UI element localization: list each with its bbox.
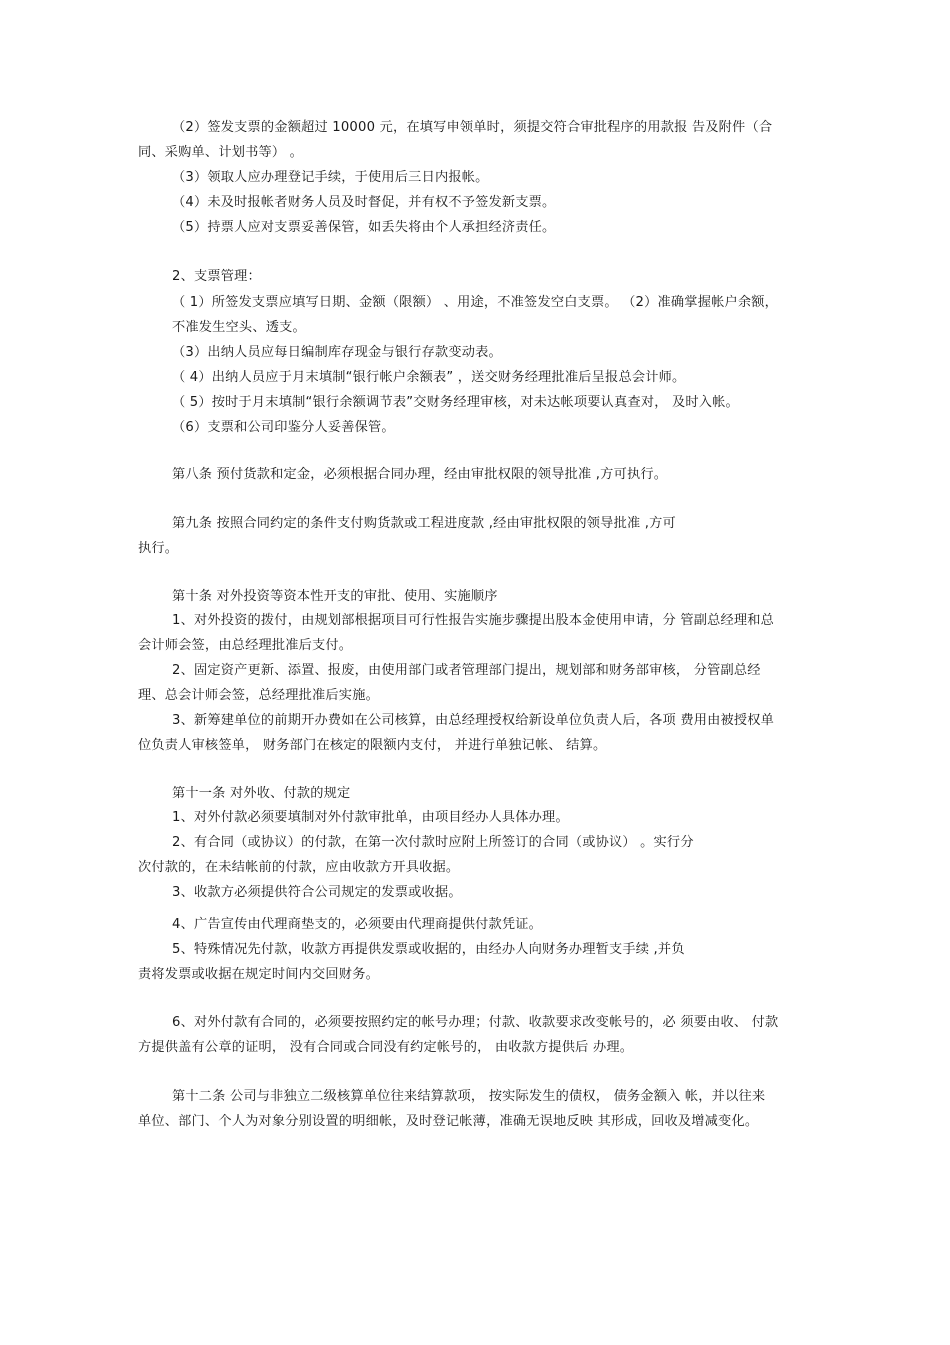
text-line: （5）持票人应对支票妥善保管，如丢失将由个人承担经济责任。 xyxy=(172,220,556,235)
article-8: 第八条 预付货款和定金，必须根据合同办理，经由审批权限的领导批准 ,方可执行。 xyxy=(172,467,668,482)
text-line: 责将发票或收据在规定时间内交回财务。 xyxy=(138,967,379,982)
text-line: 3、收款方必须提供符合公司规定的发票或收据。 xyxy=(172,885,462,900)
text-line: 单位、部门、个人为对象分别设置的明细帐，及时登记帐薄，准确无误地反映 其形成，回收及增减变化。 xyxy=(138,1114,759,1129)
text-line: 方提供盖有公章的证明， 没有合同或合同没有约定帐号的， 由收款方提供后 办理。 xyxy=(138,1040,634,1055)
text-line: 会计师会签，由总经理批准后支付。 xyxy=(138,638,353,653)
text-line: （3）领取人应办理登记手续，于使用后三日内报帐。 xyxy=(172,170,489,185)
text-line: 2、固定资产更新、添置、报废，由使用部门或者管理部门提出，规划部和财务部审核， 分管副总经 xyxy=(172,663,761,678)
text-line: 次付款的，在未结帐前的付款，应由收款方开具收据。 xyxy=(138,860,460,875)
text-line: 2、有合同（或协议）的付款，在第一次付款时应附上所签订的合同（或协议） 。实行分 xyxy=(172,835,694,850)
text-line: （2）签发支票的金额超过 10000 元，在填写申领单时，须提交符合审批程序的用款报 告及附件（合 xyxy=(172,120,773,135)
article-12: 第十二条 公司与非独立二级核算单位往来结算款项， 按实际发生的债权， 债务金额入 帐，并以往来 xyxy=(172,1089,766,1104)
text-line: 3、新筹建单位的前期开办费如在公司核算，由总经理授权给新设单位负责人后，各项 费用由被授权单 xyxy=(172,713,775,728)
text-line: （ 1）所签发支票应填写日期、金额（限额） 、用途，不准签发空白支票。 （2）准确掌握帐户余额， xyxy=(172,295,779,310)
text-line: 理、总会计师会签，总经理批准后实施。 xyxy=(138,688,379,703)
text-line: 6、对外付款有合同的，必须要按照约定的帐号办理；付款、收款要求改变帐号的，必 须要由收、 付款 xyxy=(172,1015,779,1030)
text-line: （ 4）出纳人员应于月末填制“银行帐户余额表” ，送交财务经理批准后呈报总会计师。 xyxy=(172,370,686,385)
text-line: 位负责人审核签单， 财务部门在核定的限额内支付， 并进行单独记帐、 结算。 xyxy=(138,738,607,753)
text-line: 不准发生空头、透支。 xyxy=(172,320,306,335)
article-11-heading: 第十一条 对外收、付款的规定 xyxy=(172,786,351,801)
text-line: 4、广告宣传由代理商垫支的，必须要由代理商提供付款凭证。 xyxy=(172,917,543,932)
text-line: （6）支票和公司印鉴分人妥善保管。 xyxy=(172,420,395,435)
text-line: 1、对外付款必须要填制对外付款审批单，由项目经办人具体办理。 xyxy=(172,810,569,825)
text-line: 同、采购单、计划书等） 。 xyxy=(138,145,304,160)
article-10-heading: 第十条 对外投资等资本性开支的审批、使用、实施顺序 xyxy=(172,589,498,604)
article-9: 第九条 按照合同约定的条件支付购货款或工程进度款 ,经由审批权限的领导批准 ,方可 xyxy=(172,516,676,531)
text-line: （3）出纳人员应每日编制库存现金与银行存款变动表。 xyxy=(172,345,502,360)
text-line: 1、对外投资的拨付，由规划部根据项目可行性报告实施步骤提出股本金使用申请，分 管副总经理和总 xyxy=(172,613,775,628)
section-heading: 2、支票管理： xyxy=(172,269,261,284)
text-line: （ 5）按时于月末填制“银行余额调节表”交财务经理审核，对未达帐项要认真查对， 及时入帐。 xyxy=(172,395,739,410)
text-line: 5、特殊情况先付款，收款方再提供发票或收据的，由经办人向财务办理暂支手续 ,并负 xyxy=(172,942,685,957)
text-line: 执行。 xyxy=(138,541,179,556)
text-line: （4）未及时报帐者财务人员及时督促，并有权不予签发新支票。 xyxy=(172,195,556,210)
